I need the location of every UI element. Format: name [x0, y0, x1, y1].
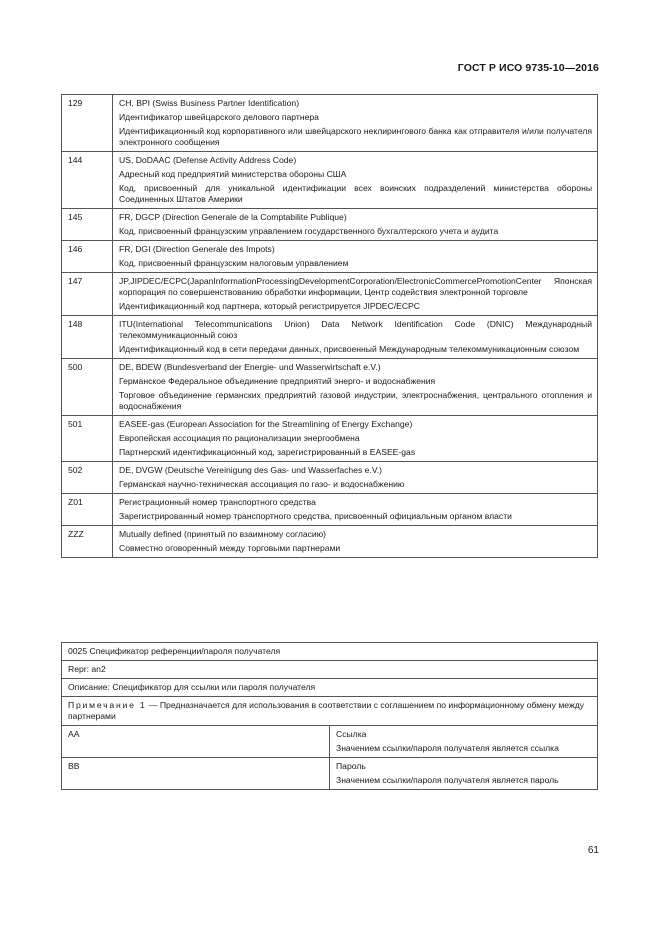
description-line: Mutually defined (принятый по взаимному согласию): [119, 529, 327, 539]
code-cell: 147: [62, 273, 113, 316]
description-line: Идентификационный код корпоративного или швейцарского неклирингового банка как отправителя и/или получателя электронного сообщения: [119, 126, 592, 147]
code-cell: 129: [62, 95, 113, 152]
code-cell: 500: [62, 359, 113, 416]
code-cell: ZZZ: [62, 526, 113, 558]
description-cell: [113, 152, 598, 209]
table-row: [62, 526, 598, 558]
code-cell: Z01: [62, 494, 113, 526]
description-line: Значением ссылки/пароля получателя является ссылка: [336, 743, 559, 753]
description-line: Код, присвоенный французским управлением государственного бухгалтерского учета и аудита: [119, 226, 499, 236]
table-row: [62, 209, 598, 241]
description-cell: [113, 416, 598, 462]
ref-title-row: [62, 643, 598, 661]
description-cell: [113, 526, 598, 558]
description-cell: [113, 273, 598, 316]
page-number: 61: [587, 845, 599, 856]
code-list-table: [61, 94, 598, 558]
reference-qualifier-table: [61, 642, 598, 790]
description-line: Германская научно-техническая ассоциация по газо- и водоснабжению: [119, 479, 405, 489]
description-cell: [330, 726, 598, 758]
description-line: Европейская ассоциация по рационализации энергообмена: [119, 433, 360, 443]
table-row: [62, 758, 598, 790]
code-cell: 148: [62, 316, 113, 359]
table-row: [62, 726, 598, 758]
description-line: Значением ссылки/пароля получателя является пароль: [336, 775, 559, 785]
description-line: Адресный код предприятий министерства обороны США: [119, 169, 347, 179]
description-cell: [113, 494, 598, 526]
document-header: ГОСТ Р ИСО 9735-10—2016: [457, 62, 599, 74]
description-line: Идентификационный код в сети передачи данных, присвоенный Международным телекоммуникационным союзом: [119, 344, 580, 354]
description-cell: [113, 462, 598, 494]
description-cell: [113, 209, 598, 241]
description-line: FR, DGCP (Direction Generale de la Comptabilite Publique): [119, 212, 347, 222]
description-cell: [113, 359, 598, 416]
ref-note: [62, 697, 598, 726]
description-line: Германское Федеральное объединение предприятий энерго- и водоснабжения: [119, 376, 436, 386]
code-cell: 145: [62, 209, 113, 241]
table-row: [62, 494, 598, 526]
code-cell: BB: [62, 758, 330, 790]
description-line: DE, DVGW (Deutsche Vereinigung des Gas- und Wasserfaches e.V.): [119, 465, 383, 475]
table-row: [62, 462, 598, 494]
code-cell: 502: [62, 462, 113, 494]
description-line: Ссылка: [336, 729, 367, 739]
table-row: [62, 359, 598, 416]
description-line: Пароль: [336, 761, 366, 771]
ref-note-row: [62, 697, 598, 726]
ref-repr-row: [62, 661, 598, 679]
description-line: CH, BPI (Swiss Business Partner Identification): [119, 98, 300, 108]
description-line: Партнерский идентификационный код, зарегистрированный в EASEE-gas: [119, 447, 416, 457]
code-cell: 501: [62, 416, 113, 462]
description-cell: [113, 95, 598, 152]
description-line: JP,JIPDEC/ECPC(JapanInformationProcessingDevelopmentCorporation/ElectronicCommercePromotionCenter Японская корпорация по совершенствованию обработки информации, Центр содействия электронной торговле: [119, 276, 592, 297]
ref-repr: Repr: an2: [62, 661, 598, 679]
description-cell: [330, 758, 598, 790]
description-line: Зарегистрированный номер транспортного средства, присвоенный официальным органом власти: [119, 511, 512, 521]
description-line: ITU(International Telecommunications Union) Data Network Identification Code (DNIC) Международный телекоммуникационный союз: [119, 319, 592, 340]
description-cell: [113, 316, 598, 359]
table-row: [62, 241, 598, 273]
code-cell: AA: [62, 726, 330, 758]
code-cell: 146: [62, 241, 113, 273]
table-row: [62, 316, 598, 359]
description-line: Код, присвоенный для уникальной идентификации всех воинских подразделений министерства обороны Соединенных Штатов Америки: [119, 183, 592, 204]
description-cell: [113, 241, 598, 273]
description-line: Код, присвоенный французским налоговым управлением: [119, 258, 349, 268]
description-line: FR, DGI (Direction Generale des Impots): [119, 244, 275, 254]
description-line: EASEE-gas (European Association for the Streamlining of Energy Exchange): [119, 419, 413, 429]
table-row: [62, 416, 598, 462]
ref-title: 0025 Спецификатор референции/пароля получателя: [62, 643, 598, 661]
description-line: Идентификатор швейцарского делового партнера: [119, 112, 319, 122]
description-line: Торговое объединение германских предприятий газовой индустрии, электроснабжения, центрального отопления и водоснабжения: [119, 390, 592, 411]
note-text: — Предназначается для использования в соответствии с соглашением по информационному обмену между партнерами: [68, 700, 585, 721]
ref-description: Описание: Спецификатор для ссылки или пароля получателя: [62, 679, 598, 697]
description-line: DE, BDEW (Bundesverband der Energie- und Wasserwirtschaft e.V.): [119, 362, 381, 372]
code-cell: 144: [62, 152, 113, 209]
table-row: [62, 273, 598, 316]
table-row: [62, 152, 598, 209]
description-line: US, DoDAAC (Defense Activity Address Code): [119, 155, 297, 165]
table-row: [62, 95, 598, 152]
description-line: Регистрационный номер транспортного средства: [119, 497, 316, 507]
ref-description-row: [62, 679, 598, 697]
note-label: Примечание 1: [68, 700, 147, 710]
description-line: Идентификационный код партнера, который регистрируется JIPDEC/ECPC: [119, 301, 420, 311]
description-line: Совместно оговоренный между торговыми партнерами: [119, 543, 341, 553]
